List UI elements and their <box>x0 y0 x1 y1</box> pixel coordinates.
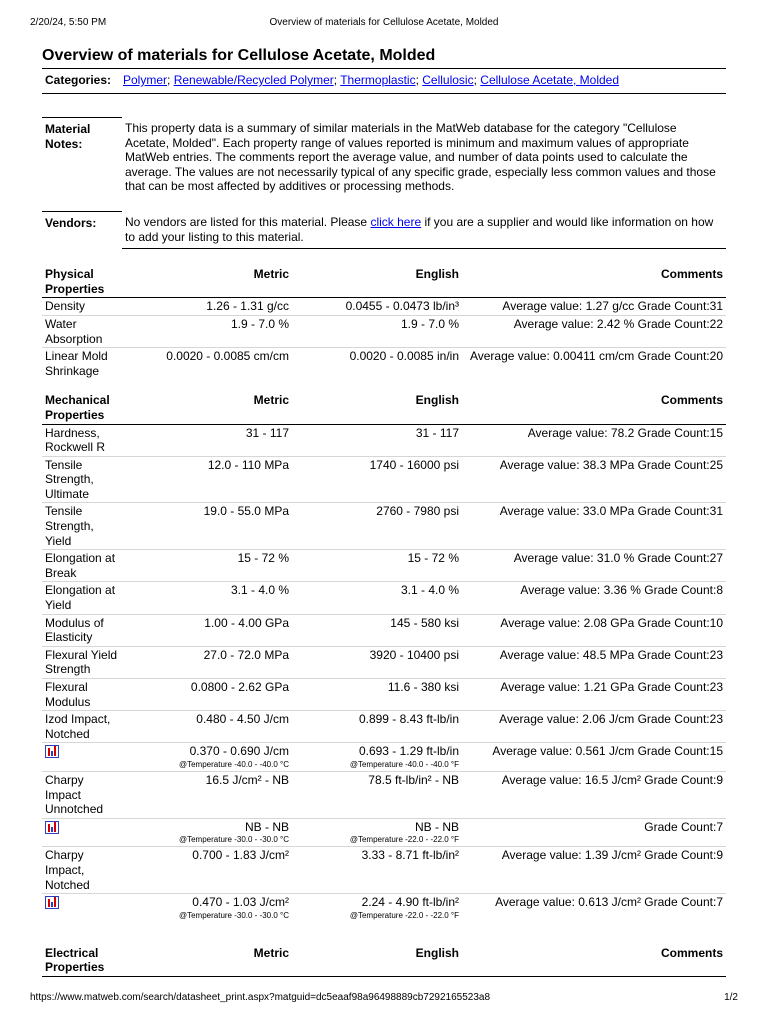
english-value-cell <box>292 894 462 922</box>
comment-cell: Average value: 31.0 % Grade Count:27 <box>462 550 726 582</box>
property-name-cell <box>42 550 124 582</box>
metric-value-cell <box>124 679 292 711</box>
page-title: Overview of materials for Cellulose Acetate, Molded <box>42 44 726 69</box>
property-name: Elongation at Break <box>45 551 116 580</box>
vendors-row <box>42 211 726 249</box>
english-value: 1.9 - 7.0 % <box>400 316 459 331</box>
metric-value-cell <box>124 550 292 582</box>
vendors-text <box>122 211 726 249</box>
english-value-cell <box>292 818 462 847</box>
print-page-title: Overview of materials for Cellulose Acetate, Molded <box>269 17 499 28</box>
print-page-number: 1/2 <box>724 992 738 1003</box>
property-name-cell <box>42 424 124 456</box>
property-name-cell <box>42 348 124 380</box>
material-notes-label: Material Notes: <box>42 117 122 198</box>
property-row <box>42 847 726 894</box>
english-value: 2.24 - 4.90 ft-lb/in² <box>361 895 459 910</box>
category-link[interactable]: Polymer <box>123 73 168 87</box>
property-row <box>42 614 726 646</box>
categories-label: Categories: <box>45 73 112 87</box>
chart-icon-bar <box>54 822 56 832</box>
category-link[interactable]: Renewable/Recycled Polymer <box>173 73 334 87</box>
metric-value: NB - NB <box>244 819 289 834</box>
print-datetime: 2/20/24, 5:50 PM <box>30 17 107 28</box>
english-value: 0.693 - 1.29 ft-lb/in <box>358 744 459 759</box>
comment-cell: Average value: 0.613 J/cm² Grade Count:7 <box>495 895 723 910</box>
metric-temperature: @Temperature -30.0 - -30.0 °C <box>178 910 289 920</box>
property-name-cell <box>42 456 124 503</box>
metric-value: 0.700 - 1.83 J/cm² <box>192 848 289 863</box>
property-row <box>42 818 726 847</box>
comment-cell: Average value: 38.3 MPa Grade Count:25 <box>462 456 726 503</box>
property-name: Density <box>45 299 86 314</box>
category-link[interactable]: Cellulose Acetate, Molded <box>480 73 620 87</box>
comment-cell: Grade Count:7 <box>462 818 726 847</box>
property-row <box>42 456 726 503</box>
vendors-label: Vendors: <box>42 211 122 249</box>
comment-cell: Average value: 0.00411 cm/cm Grade Count:20 <box>469 349 723 364</box>
property-name-cell <box>42 679 124 711</box>
chart-icon-bar <box>48 824 50 832</box>
english-value-cell <box>292 348 462 380</box>
category-separator: ; <box>167 73 174 87</box>
metric-value-cell <box>124 646 292 678</box>
metric-value: 1.00 - 4.00 GPa <box>204 615 289 630</box>
comment-cell: Average value: 1.39 J/cm² Grade Count:9 <box>462 847 726 894</box>
section-heading: Mechanical Properties <box>42 393 124 424</box>
english-temperature: @Temperature -22.0 - -22.0 °F <box>349 835 459 845</box>
comment-cell: Average value: 48.5 MPa Grade Count:23 <box>462 646 726 678</box>
english-value-cell <box>292 298 462 316</box>
metric-temperature: @Temperature -40.0 - -40.0 °C <box>178 759 289 769</box>
english-value-cell <box>292 315 462 347</box>
english-value: 0.899 - 8.43 ft-lb/in <box>358 712 459 727</box>
metric-value: 0.480 - 4.50 J/cm <box>196 712 289 727</box>
category-separator: ; <box>415 73 423 87</box>
comment-cell: Average value: 0.561 J/cm Grade Count:15 <box>462 743 726 772</box>
metric-temperature: @Temperature -30.0 - -30.0 °C <box>178 835 289 845</box>
metric-value: 31 - 117 <box>245 425 289 440</box>
chart-icon-bar <box>54 897 56 907</box>
metric-value: 16.5 J/cm² - NB <box>205 772 289 787</box>
metric-value-cell <box>124 298 292 316</box>
property-row <box>42 315 726 347</box>
english-value: 3.1 - 4.0 % <box>400 583 459 598</box>
section-header-row <box>42 946 726 977</box>
comment-cell: Average value: 3.36 % Grade Count:8 <box>462 582 726 614</box>
property-name-cell <box>42 503 124 550</box>
chart-icon[interactable] <box>45 896 59 909</box>
metric-value-cell <box>124 894 292 922</box>
physical-properties-table <box>42 267 726 379</box>
metric-value-cell <box>124 771 292 818</box>
chart-icon[interactable] <box>45 821 59 834</box>
english-temperature: @Temperature -40.0 - -40.0 °F <box>349 759 459 769</box>
comment-cell: Average value: 33.0 MPa Grade Count:31 <box>462 503 726 550</box>
english-column-header: English <box>292 946 462 977</box>
metric-value-cell <box>124 582 292 614</box>
property-name-cell <box>42 646 124 678</box>
property-name: Water Absorption <box>45 316 103 346</box>
metric-value-cell <box>124 348 292 380</box>
english-value-cell <box>292 847 462 894</box>
category-link[interactable]: Cellulosic <box>422 73 474 87</box>
category-link[interactable]: Thermoplastic <box>340 73 416 87</box>
metric-value-cell <box>124 743 292 772</box>
property-name: Flexural Yield Strength <box>45 647 118 677</box>
category-links <box>123 73 619 88</box>
property-name-cell <box>42 818 124 847</box>
vendors-text-before: No vendors are listed for this material. Please <box>125 214 371 229</box>
metric-value: 0.0800 - 2.62 GPa <box>190 680 289 694</box>
metric-value-cell <box>124 614 292 646</box>
print-url: https://www.matweb.com/search/datasheet_print.aspx?matguid=dc5eaaf98a96498889cb7292165523a8 <box>30 992 491 1003</box>
metric-value-cell <box>124 711 292 743</box>
property-row <box>42 424 726 456</box>
english-value: 3920 - 10400 psi <box>369 647 459 662</box>
property-name-cell <box>42 582 124 614</box>
english-value: 0.0020 - 0.0085 in/in <box>349 349 459 364</box>
metric-value-cell <box>124 456 292 503</box>
chart-icon-bar <box>48 899 50 907</box>
english-value-cell <box>292 743 462 772</box>
english-value: 145 - 580 ksi <box>390 615 459 630</box>
metric-value: 15 - 72 % <box>237 551 289 566</box>
english-value-cell <box>292 503 462 550</box>
electrical-properties-table <box>42 946 726 977</box>
property-name: Modulus of Elasticity <box>45 615 104 645</box>
property-name-cell <box>42 743 124 772</box>
section-header-row <box>42 393 726 424</box>
english-value-cell <box>292 582 462 614</box>
metric-value: 1.26 - 1.31 g/cc <box>206 299 289 314</box>
comment-cell: Average value: 78.2 Grade Count:15 <box>462 424 726 456</box>
property-name: Charpy Impact, Notched <box>45 848 90 892</box>
metric-column-header: Metric <box>124 267 292 298</box>
mechanical-properties-table <box>42 393 726 921</box>
categories-row <box>42 69 726 94</box>
print-header <box>30 17 738 31</box>
english-value-cell <box>292 711 462 743</box>
metric-column-header: Metric <box>124 946 292 977</box>
property-row <box>42 679 726 711</box>
property-name-cell <box>42 614 124 646</box>
comment-cell: Average value: 1.21 GPa Grade Count:23 <box>462 679 726 711</box>
chart-icon[interactable] <box>45 745 59 758</box>
property-name: Tensile Strength, Yield <box>45 504 94 548</box>
property-row <box>42 348 726 380</box>
english-value: 3.33 - 8.71 ft-lb/in² <box>361 848 459 863</box>
property-row <box>42 503 726 550</box>
vendors-text-after: if you are a supplier and would like information on how to add your listing to this material. <box>125 214 714 244</box>
metric-value: 0.0020 - 0.0085 cm/cm <box>166 349 289 364</box>
english-column-header: English <box>292 267 462 298</box>
metric-value: 0.370 - 0.690 J/cm <box>189 744 289 759</box>
property-name-cell <box>42 298 124 316</box>
metric-value: 1.9 - 7.0 % <box>230 316 289 331</box>
chart-icon-bar <box>51 827 53 832</box>
metric-value: 0.470 - 1.03 J/cm² <box>192 895 289 910</box>
comment-cell: Average value: 2.42 % Grade Count:22 <box>462 315 726 347</box>
comments-column-header: Comments <box>462 946 726 977</box>
property-row <box>42 743 726 772</box>
section-heading: Electrical Properties <box>42 946 124 977</box>
property-name-cell <box>42 847 124 894</box>
property-name: Izod Impact, Notched <box>45 712 111 741</box>
section-header-row <box>42 267 726 298</box>
metric-value: 19.0 - 55.0 MPa <box>203 504 289 519</box>
chart-icon-bar <box>51 902 53 907</box>
metric-value-cell <box>124 424 292 456</box>
property-name-cell <box>42 894 124 922</box>
property-row <box>42 771 726 818</box>
english-value: NB - NB <box>414 819 459 834</box>
property-name: Tensile Strength, Ultimate <box>45 457 94 501</box>
property-name: Elongation at Yield <box>45 583 116 613</box>
english-column-header: English <box>292 393 462 424</box>
section-heading: Physical Properties <box>42 267 124 298</box>
english-value: 0.0455 - 0.0473 lb/in³ <box>345 299 459 314</box>
comment-cell: Average value: 2.06 J/cm Grade Count:23 <box>462 711 726 743</box>
property-name-cell <box>42 315 124 347</box>
metric-value: 12.0 - 110 MPa <box>207 457 289 472</box>
comments-column-header: Comments <box>462 393 726 424</box>
english-value-cell <box>292 550 462 582</box>
comment-cell: Average value: 16.5 J/cm² Grade Count:9 <box>462 771 726 818</box>
category-separator: ; <box>333 73 341 87</box>
metric-value-cell <box>124 315 292 347</box>
english-value: 15 - 72 % <box>407 551 459 566</box>
comments-column-header: Comments <box>462 267 726 298</box>
english-value: 78.5 ft-lb/in² - NB <box>368 772 459 787</box>
print-footer <box>30 992 738 1006</box>
property-name-cell <box>42 711 124 743</box>
chart-icon-bar <box>51 751 53 756</box>
property-row <box>42 894 726 922</box>
english-value-cell <box>292 679 462 711</box>
metric-value-cell <box>124 503 292 550</box>
material-notes-text: This property data is a summary of similar materials in the MatWeb database for the category "Cellulose Acetate, Molded". Each property range of values reported is minimum and maximum values of appropriate MatWeb entries. The comments report the average value, and number of data points used to calculate the average. The values are not necessarily typical of any specific grade, especially less common values and those that can be most affected by additives or processing methods. <box>125 121 716 194</box>
property-name-cell <box>42 771 124 818</box>
property-name: Charpy Impact Unnotched <box>45 772 104 817</box>
metric-value-cell <box>124 818 292 847</box>
category-separator: ; <box>473 73 481 87</box>
english-value-cell <box>292 771 462 818</box>
property-row <box>42 711 726 743</box>
metric-value: 27.0 - 72.0 MPa <box>203 647 289 662</box>
property-row <box>42 550 726 582</box>
english-value-cell <box>292 456 462 503</box>
english-value: 31 - 117 <box>415 425 459 440</box>
english-value: 11.6 - 380 ksi <box>387 680 459 694</box>
datasheet <box>42 44 726 977</box>
metric-value-cell <box>124 847 292 894</box>
property-name: Flexural Modulus <box>45 680 91 709</box>
english-temperature: @Temperature -22.0 - -22.0 °F <box>349 910 459 920</box>
chart-icon-bar <box>48 748 50 756</box>
metric-value: 3.1 - 4.0 % <box>230 583 289 598</box>
material-notes-row <box>42 117 726 198</box>
click-here-link[interactable]: click here <box>370 214 422 229</box>
property-row <box>42 646 726 678</box>
comment-cell: Average value: 2.08 GPa Grade Count:10 <box>462 614 726 646</box>
chart-icon-bar <box>54 746 56 756</box>
english-value-cell <box>292 424 462 456</box>
english-value-cell <box>292 614 462 646</box>
english-value-cell <box>292 646 462 678</box>
comment-cell: Average value: 1.27 g/cc Grade Count:31 <box>462 298 726 316</box>
property-name: Hardness, Rockwell R <box>45 425 106 455</box>
property-name: Linear Mold Shrinkage <box>45 349 108 378</box>
property-row <box>42 582 726 614</box>
english-value: 1740 - 16000 psi <box>369 457 459 472</box>
english-value: 2760 - 7980 psi <box>376 504 459 519</box>
metric-column-header: Metric <box>124 393 292 424</box>
property-row <box>42 298 726 316</box>
